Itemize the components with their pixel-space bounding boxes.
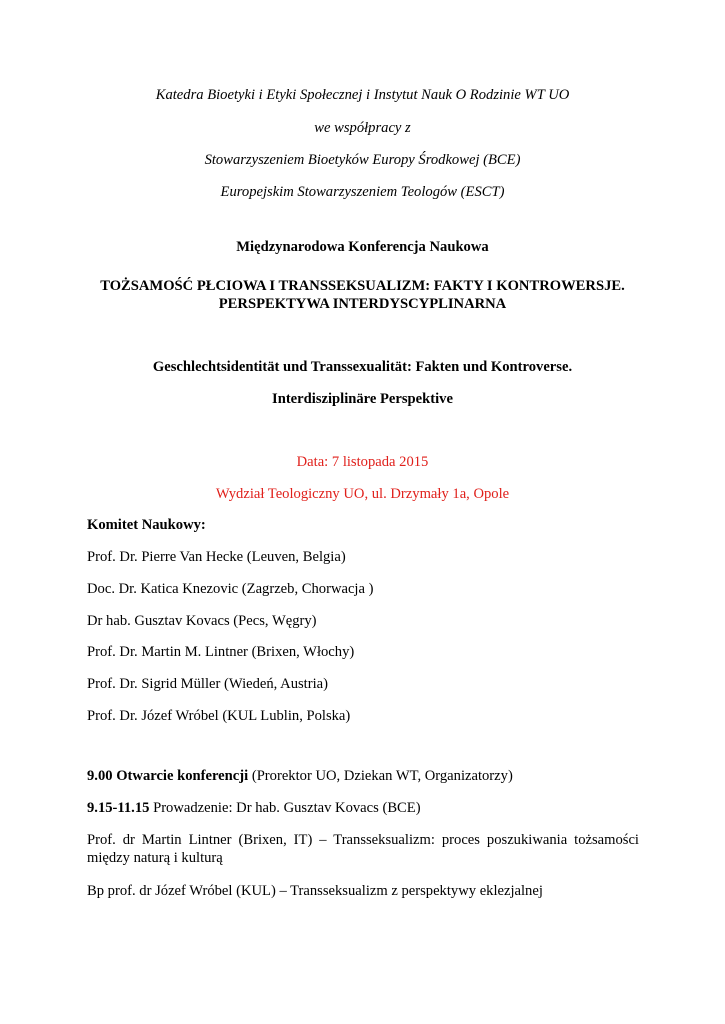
title-de-line1: Geschlechtsidentität und Transsexualität: Fakten und Kontroverse. bbox=[152, 359, 573, 375]
title-pl-line2: PERSPEKTYWA INTERDYSCYPLINARNA bbox=[218, 296, 507, 312]
committee-member: Prof. Dr. Józef Wróbel (KUL Lublin, Polska) bbox=[87, 708, 351, 724]
committee-heading: Komitet Naukowy: bbox=[87, 517, 206, 533]
talk1-line2: między naturą i kulturą bbox=[87, 850, 223, 866]
title-pl-line1: TOŻSAMOŚĆ PŁCIOWA I TRANSSEKSUALIZM: FAKTY I KONTROWERSJE. bbox=[100, 278, 625, 294]
partner-esct-line: Europejskim Stowarzyszeniem Teologów (ESCT) bbox=[220, 184, 505, 200]
talk2: Bp prof. dr Józef Wróbel (KUL) – Transseksualizm z perspektywy eklezjalnej bbox=[87, 883, 543, 899]
title-de-line2: Interdisziplinäre Perspektive bbox=[272, 391, 453, 407]
conference-kind: Międzynarodowa Konferencja Naukowa bbox=[236, 239, 489, 255]
committee-member: Prof. Dr. Martin M. Lintner (Brixen, Włochy) bbox=[87, 644, 355, 660]
opening-details: (Prorektor UO, Dziekan WT, Organizatorzy) bbox=[248, 768, 513, 784]
partner-bce-line: Stowarzyszeniem Bioetyków Europy Środkowej (BCE) bbox=[204, 152, 521, 168]
conference-venue: Wydział Teologiczny UO, ul. Drzymały 1a, Opole bbox=[215, 486, 510, 502]
organizer-line: Katedra Bioetyki i Etyki Społecznej i Instytut Nauk O Rodzinie WT UO bbox=[155, 87, 570, 103]
session-time-label: 9.15-11.15 bbox=[87, 800, 150, 816]
committee-member: Prof. Dr. Sigrid Müller (Wiedeń, Austria) bbox=[87, 676, 328, 692]
program-opening bbox=[87, 767, 513, 785]
program-session bbox=[87, 799, 421, 817]
conference-date: Data: 7 listopada 2015 bbox=[296, 454, 429, 470]
committee-member: Prof. Dr. Pierre Van Hecke (Leuven, Belgia) bbox=[87, 549, 346, 565]
cooperation-line: we współpracy z bbox=[314, 120, 411, 136]
session-chair: Prowadzenie: Dr hab. Gusztav Kovacs (BCE) bbox=[149, 800, 421, 816]
opening-time-label: 9.00 Otwarcie konferencji bbox=[87, 768, 249, 784]
committee-member: Dr hab. Gusztav Kovacs (Pecs, Węgry) bbox=[87, 613, 317, 629]
talk1-line1: Prof. dr Martin Lintner (Brixen, IT) – Transseksualizm: proces poszukiwania tożsamości bbox=[87, 832, 639, 848]
committee-member: Doc. Dr. Katica Knezovic (Zagrzeb, Chorwacja ) bbox=[87, 581, 374, 597]
